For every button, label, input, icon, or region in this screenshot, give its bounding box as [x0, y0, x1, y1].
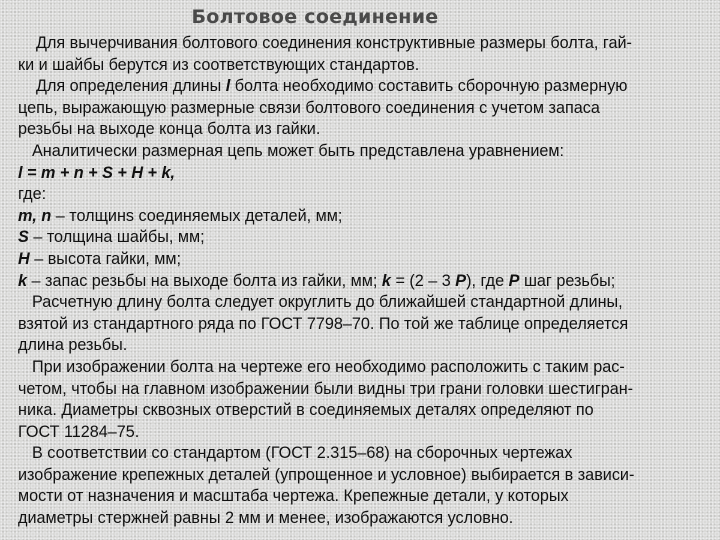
text-line: Для определения длины l болта необходимо составить сборочную размерную: [36, 77, 628, 96]
text-line: Для вычерчивания болтового соединения конструктивные размеры болта, гай-: [36, 34, 632, 52]
equation-line: [18, 163, 712, 185]
symbol-l: l: [225, 77, 231, 96]
text-line: четом, чтобы на главном изображении были видны три грани головки шестигран-: [18, 379, 634, 398]
text-line: мости от назначения и масштаба чертежа. Крепежные детали, у которых: [18, 487, 569, 506]
text-line: Расчетную длину болта следует округлить до ближайшей стандартной длины,: [32, 293, 623, 312]
page-title: Болтовое соединение: [191, 6, 439, 28]
definition-m-n: m, n – толщинs соединяемых деталей, мм;: [18, 206, 343, 225]
definition-s: S – толщина шайбы, мм;: [18, 228, 205, 247]
text-line: диаметры стержней равны 2 мм и менее, изображаются условно.: [18, 509, 514, 528]
definition-k: k – запас резьбы на выходе болта из гайки, мм; k = (2 – 3 P), где P шаг резьбы;: [18, 271, 616, 290]
text-line: При изображении болта на чертеже его необходимо расположить с таким рас-: [32, 357, 625, 376]
equation: l = m + n + S + H + k,: [18, 163, 176, 182]
text-line: ника. Диаметры сквозных отверстий в соединяемых деталях определяют по: [18, 401, 594, 420]
text-line: где:: [18, 185, 47, 204]
text-line: взятой из стандартного ряда по ГОСТ 7798–70. По той же таблице определяется: [18, 314, 629, 333]
text-line: изображение крепежных деталей (упрощенное и условное) выбирается в зависи-: [18, 465, 635, 484]
text-line: Аналитически размерная цепь может быть представлена уравнением:: [32, 141, 564, 160]
body-text: [18, 33, 712, 530]
text-line: В соответствии со стандартом (ГОСТ 2.315–68) на сборочных чертежах: [32, 444, 573, 463]
text-line: ГОСТ 11284–75.: [18, 422, 140, 441]
text-line: длина резьбы.: [18, 336, 128, 355]
definition-h: H – высота гайки, мм;: [18, 249, 182, 268]
text-line: цепь, выражающую размерные связи болтового соединения с учетом запаса: [18, 98, 600, 117]
text-line: резьбы на выходе конца болта из гайки.: [18, 120, 321, 139]
text-line: ки и шайбы берутся из соответствующих стандартов.: [18, 55, 420, 74]
